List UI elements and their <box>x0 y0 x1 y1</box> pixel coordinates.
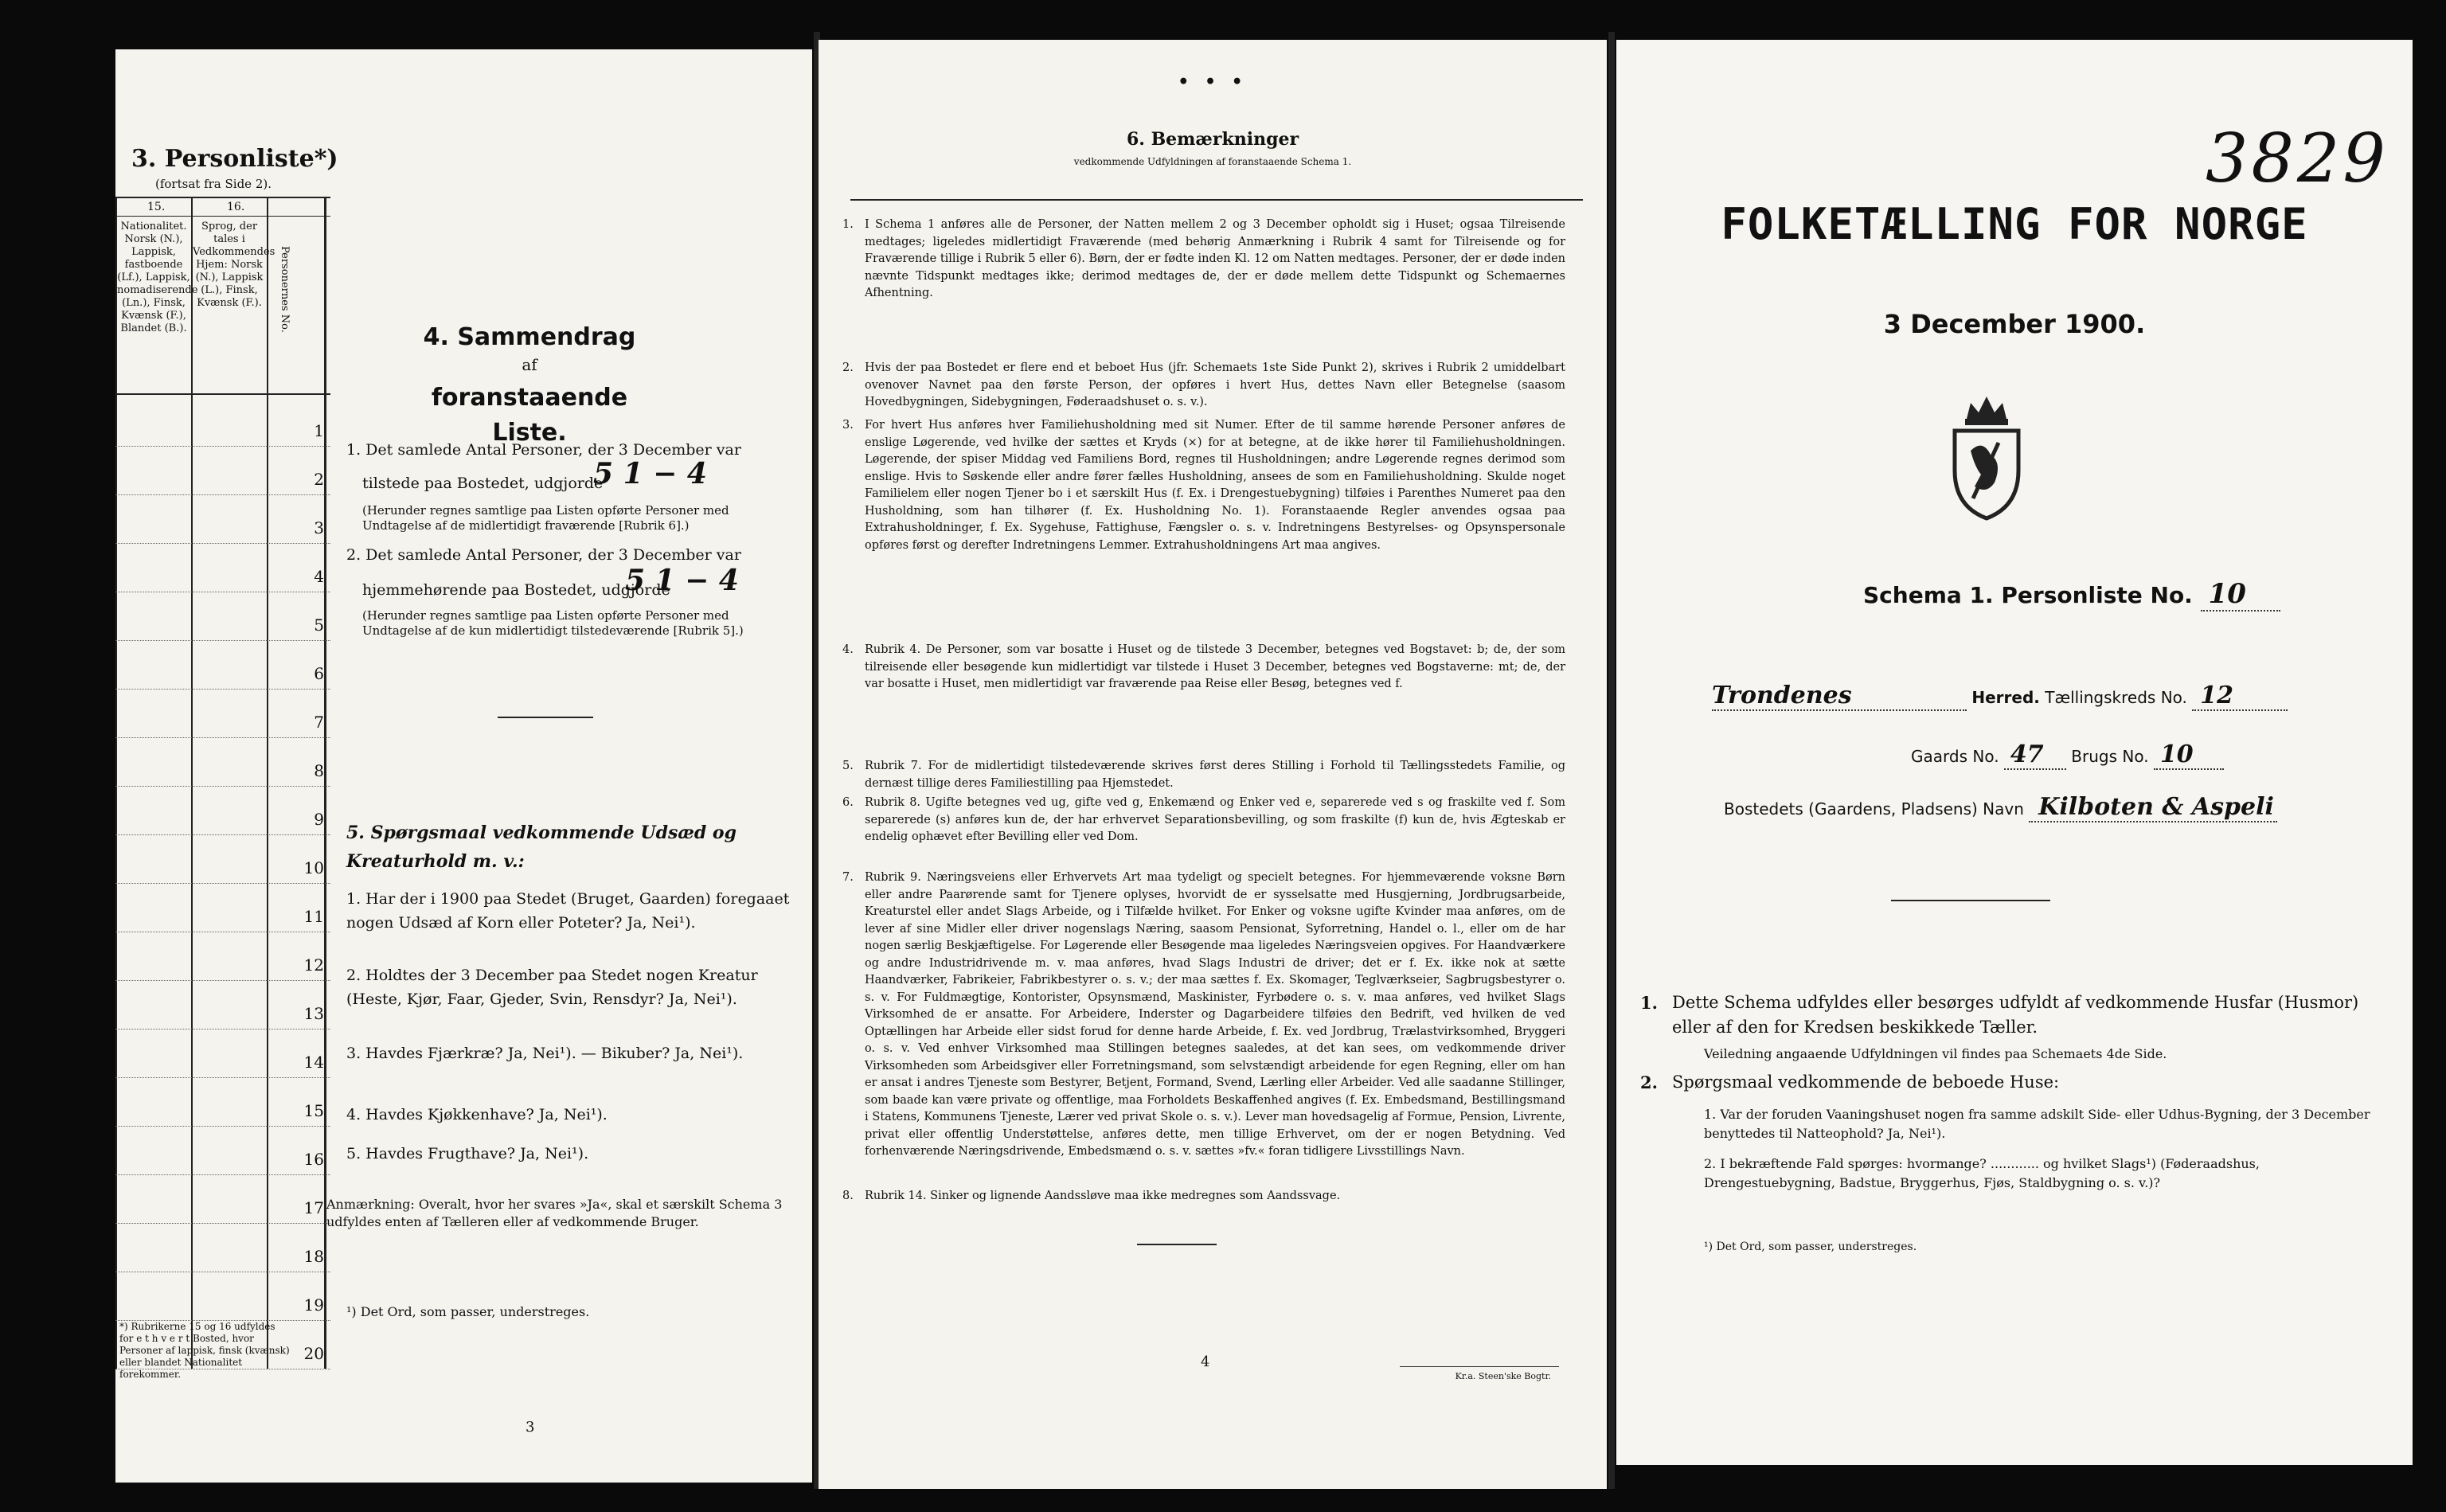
table-row-line <box>115 980 330 981</box>
remark-text: Rubrik 7. For de midlertidigt tilstedeværende skrives først deres Stilling i Forhold til Tællingsstedets Familie, og dernæst tillige deres Familiestilling paa Hjemstedet. <box>865 760 1565 790</box>
row-number: 12 <box>303 955 324 975</box>
question-5-4: 4. Havdes Kjøkkenhave? Ja, Nei¹). <box>346 1106 608 1123</box>
instruction-2: 2. Spørgsmaal vedkommende de beboede Huse: <box>1640 1072 2060 1092</box>
summary-heading-list: foranstaaende Liste. <box>431 384 628 447</box>
census-title: FOLKETÆLLING FOR NORGE <box>1721 199 2308 249</box>
col-language-header: Sprog, der tales i Vedkommendes Hjem: Norsk (N.), Lappisk (L.), Finsk, Kvænsk (F.). <box>193 221 275 309</box>
remark-item <box>842 758 1565 792</box>
remark-item <box>842 642 1565 693</box>
census-date: 3 December 1900. <box>1883 309 2146 339</box>
gaards-value: 47 <box>2004 740 2066 770</box>
kreds-value: 12 <box>2192 682 2288 711</box>
remark-item <box>842 217 1565 303</box>
person-list-number: 10 <box>2201 578 2280 611</box>
farm-number-line: Gaards No. 47 Brugs No. 10 <box>1911 740 2224 770</box>
summary-item-1-label: tilstede paa Bostedet, udgjorde <box>362 475 604 492</box>
table-row-line <box>115 689 330 690</box>
row-number: 4 <box>314 567 324 586</box>
row-number: 7 <box>314 713 324 732</box>
row-number: 16 <box>303 1150 324 1169</box>
remark-text: Rubrik 4. De Personer, som var bosatte i Huset og de tilstede 3 December, betegnes ved Bogstavet: b; de, der som tilreisende eller besøgende kun midlertidigt var tilstede i Huset 3 December, betegnes ved Bogstaverne: mt; de, der var bosatte i Huset, men midlertidigt var fraværende paa Reise eller Besøg, betegnes ved f. <box>865 643 1565 690</box>
remark-number: 6. <box>842 796 854 809</box>
remark-item <box>842 1188 1565 1205</box>
table-row-line <box>115 1223 330 1224</box>
row-number: 2 <box>314 470 324 489</box>
table-row-line <box>115 1077 330 1078</box>
coat-of-arms-icon <box>1943 387 2030 525</box>
remark-item <box>842 795 1565 846</box>
remark-item <box>842 417 1565 554</box>
remark-number: 5. <box>842 760 854 772</box>
page-number-4: 4 <box>1201 1354 1210 1370</box>
col-16-label: 16. <box>227 201 245 213</box>
instruction-1-note: Veiledning angaaende Udfyldningen vil findes paa Schemaets 4de Side. <box>1704 1046 2167 1061</box>
table-row-line <box>115 640 330 641</box>
table-row-line <box>115 883 330 884</box>
col-person-number-header: Personernes No. <box>279 246 291 333</box>
remark-text: Rubrik 9. Næringsveiens eller Erhvervets Art maa tydeligt og specielt betegnes. For hjemmeværende voksne Børn eller andre Paarørende samt for Tjenere oplyses, hvorvidt de er sysselsatte med Husgjerning, Jordbrugsarbeide, Kreaturstel eller andet Slags Arbeide, og i Tilfælde hvilket. For Enker og voksne ugifte Kvinder maa anføres, om de lever af sine Midler eller driver nogenslags Næring, saasom Pensionat, Syforretning, Handel o. l., eller om de har nogen særlig Beskjæftigelse. For Løgerende eller Besøgende maa ligeledes Næringsveien opgives. For Haandværkere og andre Industridrivende m. v. maa anføres, hvad Slags Industri de driver; det er f. Ex. ikke nok at sætte Haandværker, Fabrikeier, Fabrikbestyrer o. s. v.; der maa sættes f. Ex. Skomager, Teglværkseier, Sagbrugsbestyrer o. s. v. For Fuldmægtige, Kontorister, Opsynsmænd, Maskinister, Fyrbødere o. s. v. maa anføres, ved hvilket Slags Virksomhed de er ansatte. For Arbeidere, Inderster og Dagarbeidere tilføies den Bedrift, ved hvilken de ved Optællingen har Arbeide eller sidst forud for denne harde Arbeide, f. Ex. ved Jordbrug, Trælastvirksomhed, Bryggeri o. s. v. Ved enhver Virksomhed maa Stillingen betegnes saaledes, at det kan sees, om vedkommende driver Virksomheden som Arbeidsgiver eller Forretningsmand, som selvstændigt arbeidende for egen Regning, eller om han er ansat i andres Tjeneste som Bestyrer, Betjent, Formand, Svend, Lærling eller Arbeider. Ved alle saadanne Stillinger, som baade kan være private og offentlige, maa Forholdets Beskaffenhed angives (f. Ex. Embedsmand, Bestillingsmand i Statens, Kommunens Tjeneste, Lærer ved privat Skole o. s. v.). Lever man hovedsagelig af Formue, Pension, Livrente, privat eller offentlig Understøttelse, anføres dette, men tillige Erhvervet, om der er nogen Betydning. Ved forhenværende Næringsdrivende, Embedsmænd o. s. v. sættes »fv.« foran tidligere Livsstillings Navn. <box>865 871 1565 1158</box>
person-list-table <box>115 197 330 1369</box>
table-row-line <box>115 834 330 835</box>
page-4 <box>819 40 1607 1489</box>
remark-item <box>842 360 1565 412</box>
instruction-2-2: 2. I bekræftende Fald spørges: hvormange? ............ og hvilket Slags¹) (Føderaadshus, Drengestuebygning, Badstue, Bryggerhus, Fjøs, Staldbygning o. s. v.)? <box>1704 1156 2260 1190</box>
row-number: 19 <box>303 1295 324 1315</box>
row-number: 3 <box>314 518 324 537</box>
page-number-3: 3 <box>526 1419 535 1436</box>
question-5-heading: 5. Spørgsmaal vedkommende Udsæd og Kreaturhold m. v.: <box>346 822 737 872</box>
printer-imprint: Kr.a. Steen'ske Bogtr. <box>1455 1371 1551 1381</box>
instruction-2-1: 1. Var der foruden Vaaningshuset nogen fra samme adskilt Side- eller Udhus-Bygning, der 3 December benyttedes til Natteophold? Ja, Nei¹). <box>1704 1107 2370 1141</box>
row-number: 10 <box>303 858 324 877</box>
col-nationality-header: Nationalitet. Norsk (N.), Lappisk, fastboende (Lf.), Lappisk, nomadiserende (Ln.), Finsk, Kvænsk (F.), Blandet (B.). <box>117 221 198 334</box>
person-list-subtitle: (fortsat fra Side 2). <box>155 177 272 191</box>
remarks-title: 6. Bemærkninger <box>1126 129 1299 150</box>
herred-value: Trondenes <box>1712 682 1967 711</box>
row-number: 11 <box>303 907 324 926</box>
remark-number: 7. <box>842 871 854 884</box>
remark-text: Rubrik 14. Sinker og lignende Aandssløve maa ikke medregnes som Aandssvage. <box>865 1190 1341 1202</box>
summary-item-1-note: (Herunder regnes samtlige paa Listen opførte Personer med Undtagelse af de midlertidigt fraværende [Rubrik 6].) <box>362 503 729 533</box>
remark-text: I Schema 1 anføres alle de Personer, der Natten mellem 2 og 3 December opholdt sig i Huset; ogsaa Tilreisende medtages; ligeledes midlertidigt Fraværende (med behørig Anmærkning i Rubrik 4 samt for Tilreisende og for Fraværende tillige i Rubrik 5 eller 6). Børn, der er fødte inden Kl. 12 om Natten medtages. Personer, der er døde inden nævnte Tidspunkt medtages ikke; derimod medtages de, der er døde mellem dette Tidspunkt og Schemaernes Afhentning. <box>865 218 1565 299</box>
summary-heading: 4. Sammendrag <box>423 323 636 351</box>
row-number: 20 <box>303 1344 324 1363</box>
footnote-rubrics: *) Rubrikerne 15 og 16 udfyldes for e t h v e r t Bosted, hvor Personer af lappisk, finsk (kvænsk) eller blandet Nationalitet forekommer. <box>119 1321 290 1380</box>
summary-heading-of: af <box>522 355 537 374</box>
row-number: 1 <box>314 421 324 440</box>
instruction-1: 1. Dette Schema udfyldes eller besørges udfyldt af vedkommende Husfar (Husmor) eller af den for Kredsen beskikkede Tæller. <box>1640 993 2359 1037</box>
archive-number-stamp: 3829 <box>2206 119 2389 197</box>
table-row-line <box>115 1174 330 1175</box>
remark-text: Rubrik 8. Ugifte betegnes ved ug, gifte ved g, Enkemænd og Enker ved e, separerede ved s og fraskilte ved f. Som separerede (s) anføres kun de, der har erhvervet Separationsbevilling, og som fraskilte (f) kun de, hvis Ægteskab er endelig ophævet efter Bevilling eller ved Dom. <box>865 796 1565 843</box>
row-number: 8 <box>314 761 324 780</box>
remark-text: Hvis der paa Bostedet er flere end et beboet Hus (jfr. Schemaets 1ste Side Punkt 2), skrives i Rubrik 2 umiddelbart ovenover Navnet paa den første Person, der opføres i hvert Hus, dettes Navn eller Betegnelse (saasom Hovedbygningen, Sidebygningen, Føderaadshuset o. s. v.). <box>865 361 1565 408</box>
residence-line: Bostedets (Gaardens, Pladsens) Navn Kilboten & Aspeli <box>1724 793 2277 822</box>
table-row-line <box>115 1126 330 1127</box>
footnote-underline: ¹) Det Ord, som passer, understreges. <box>346 1304 590 1319</box>
row-number: 17 <box>303 1198 324 1217</box>
brugs-value: 10 <box>2154 740 2224 770</box>
question-5-3: 3. Havdes Fjærkræ? Ja, Nei¹). — Bikuber? Ja, Nei¹). <box>346 1045 744 1062</box>
remark-text: For hvert Hus anføres hver Familiehusholdning med sit Numer. Efter de til samme hørende Personer anføres de enslige Løgerende, ved hvilke der sættes et Kryds (×) for at betegne, at de ikke hører til Familiehusholdningen. Løgerende, der spiser Middag ved Familiens Bord, regnes til Husholdningen; andre Løgerende regnes derimod som enslige. Hvis to Søskende eller andre fører fælles Husholdning, ansees de som en Familiehusholdning. Skulde noget Familielem eller nogen Tjener bo i et særskilt Hus (f. Ex. i Drengestuebygning) tilføies i Parenthes Numeret paa den Husholdning, som han tilhører (f. Ex. Husholdning No. 1). Foranstaaende Regler anvendes ogsaa paa Extrahusholdninger, f. Ex. Sygehuse, Fattighuse, Fængsler o. s. v. Indretningens Bestyrelses- og Opsynspersonale opføres først og derefter Indretningens Lemmer. Extrahusholdningens Art maa angives. <box>865 419 1565 552</box>
row-number: 14 <box>303 1053 324 1072</box>
row-number: 6 <box>314 664 324 683</box>
schema-heading: Schema 1. Personliste No. 10 <box>1863 578 2280 611</box>
summary-item-1-value: 5 1 − 4 <box>593 457 707 490</box>
question-5-1: 1. Har der i 1900 paa Stedet (Bruget, Gaarden) foregaaet nogen Udsæd af Korn eller Poteter? Ja, Nei¹). <box>346 890 790 932</box>
remark-number: 1. <box>842 218 854 231</box>
title-page-footnote: ¹) Det Ord, som passer, understreges. <box>1704 1240 1917 1253</box>
row-number: 9 <box>314 810 324 829</box>
table-row-line <box>115 494 330 495</box>
row-number: 13 <box>303 1004 324 1023</box>
table-row-line <box>115 543 330 544</box>
table-row-line <box>115 446 330 447</box>
remark-number: 4. <box>842 643 854 656</box>
row-number: 18 <box>303 1247 324 1266</box>
remark-number: 8. <box>842 1190 854 1202</box>
question-5-2: 2. Holdtes der 3 December paa Stedet nogen Kreatur (Heste, Kjør, Faar, Gjeder, Svin, Rensdyr? Ja, Nei¹). <box>346 967 758 1008</box>
summary-item-2-value: 5 1 − 4 <box>625 564 739 597</box>
summary-item-2: 2. Det samlede Antal Personer, der 3 December var <box>346 546 741 564</box>
row-number: 5 <box>314 615 324 635</box>
remark-number: 3. <box>842 419 854 432</box>
remark-item <box>842 869 1565 1161</box>
annotation-note: Anmærkning: Overalt, hvor her svares »Ja«, skal et særskilt Schema 3 udfyldes enten af Tælleren eller af vedkommende Bruger. <box>326 1197 783 1229</box>
page-3 <box>115 49 812 1483</box>
question-5-5: 5. Havdes Frugthave? Ja, Nei¹). <box>346 1145 589 1162</box>
summary-item-1: 1. Det samlede Antal Personer, der 3 December var <box>346 441 741 459</box>
row-number: 15 <box>303 1101 324 1120</box>
person-list-title: 3. Personliste*) <box>131 145 338 173</box>
summary-item-2-note: (Herunder regnes samtlige paa Listen opførte Personer med Undtagelse af de kun midlertidigt tilstedeværende [Rubrik 5].) <box>362 608 744 638</box>
remarks-subtitle: vedkommende Udfyldningen af foranstaaende Schema 1. <box>1073 156 1352 167</box>
table-row-line <box>115 737 330 738</box>
district-line: Trondenes Herred. Tællingskreds No. 12 <box>1712 682 2288 711</box>
remark-number: 2. <box>842 361 854 374</box>
col-15-label: 15. <box>147 201 166 213</box>
bosted-value: Kilboten & Aspeli <box>2029 793 2277 822</box>
summary-item-2-label: hjemmehørende paa Bostedet, udgjorde <box>362 581 670 599</box>
table-row-line <box>115 786 330 787</box>
page-mark: • • • <box>1178 72 1248 92</box>
